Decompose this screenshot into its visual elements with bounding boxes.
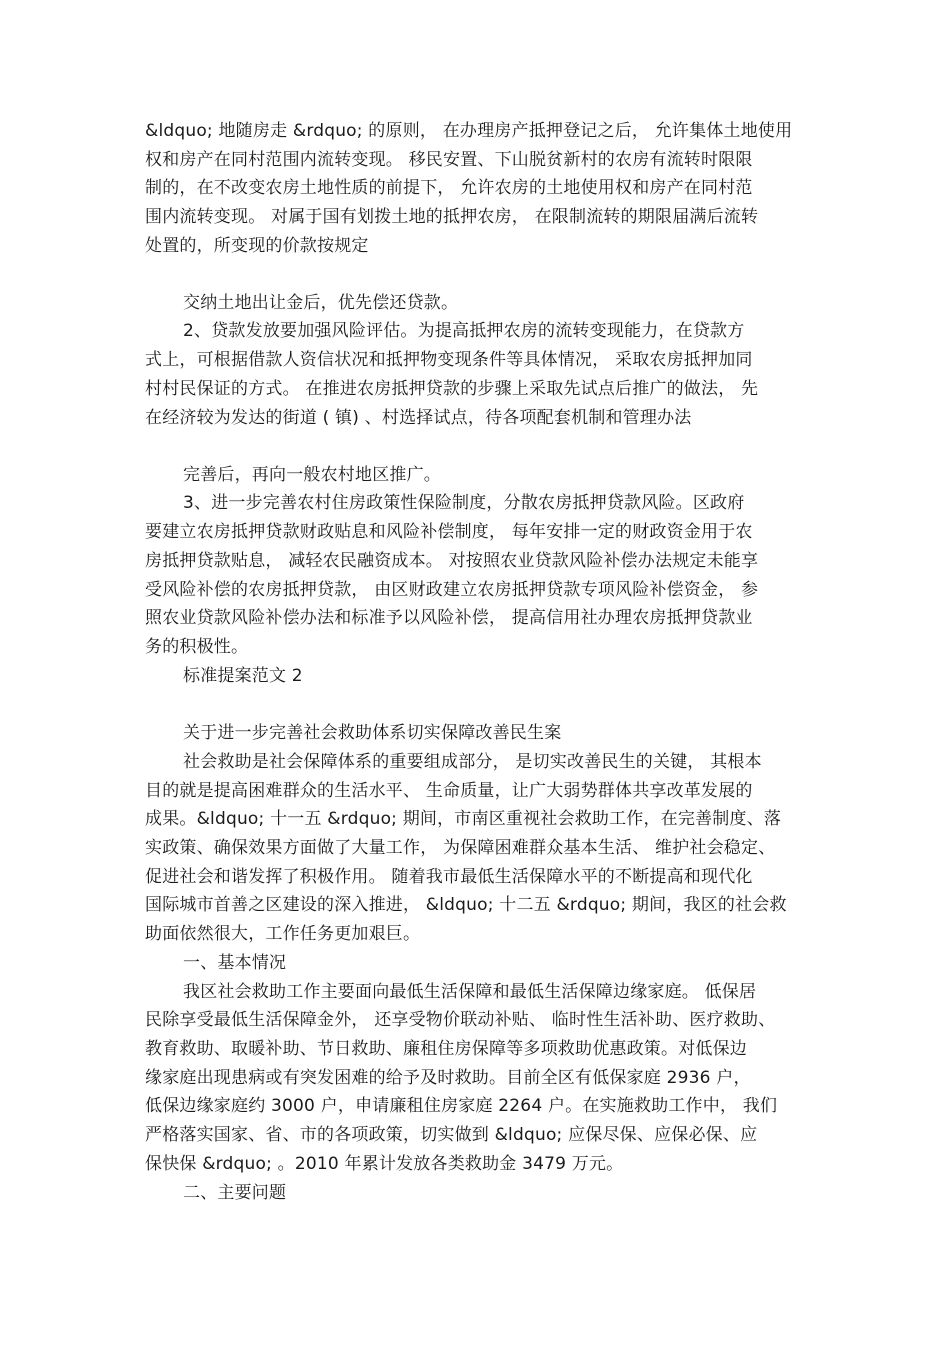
text-line: 教育救助、取暖补助、节日救助、廉租住房保障等多项救助优惠政策。对低保边 <box>145 1039 747 1059</box>
proposal-title: 关于进一步完善社会救助体系切实保障改善民生案 <box>183 723 562 743</box>
text-line: 务的积极性。 <box>145 637 249 657</box>
text-line: 式上，可根据借款人资信状况和抵押物变现条件等具体情况， 采取农房抵押加同 <box>145 350 753 370</box>
text-line: 交纳土地出让金后，优先偿还贷款。 <box>183 293 459 313</box>
text-line: 促进社会和谐发挥了积极作用。 随着我市最低生活保障水平的不断提高和现代化 <box>145 867 753 887</box>
text-line: 严格落实国家、省、市的各项政策，切实做到 &ldquo; 应保尽保、应保必保、应 <box>145 1125 758 1145</box>
text-line: 国际城市首善之区建设的深入推进， &ldquo; 十二五 &rdquo; 期间，我区的社会救 <box>145 895 787 915</box>
text-line: 权和房产在同村范围内流转变现。 移民安置、下山脱贫新村的农房有流转时限限 <box>145 150 753 170</box>
text-line: 缘家庭出现患病或有突发困难的给予及时救助。目前全区有低保家庭 2936 户， <box>145 1068 751 1088</box>
text-line: 受风险补偿的农房抵押贷款， 由区财政建立农房抵押贷款专项风险补偿资金， 参 <box>145 580 759 600</box>
text-line: 3、进一步完善农村住房政策性保险制度，分散农房抵押贷款风险。区政府 <box>183 493 745 513</box>
section-heading: 一、基本情况 <box>183 953 287 973</box>
text-line: 我区社会救助工作主要面向最低生活保障和最低生活保障边缘家庭。 低保居 <box>183 982 757 1002</box>
text-line: 照农业贷款风险补偿办法和标准予以风险补偿， 提高信用社办理农房抵押贷款业 <box>145 608 753 628</box>
text-line: 社会救助是社会保障体系的重要组成部分， 是切实改善民生的关键， 其根本 <box>183 752 762 772</box>
text-line: 助面依然很大，工作任务更加艰巨。 <box>145 924 421 944</box>
section-heading: 二、主要问题 <box>183 1183 287 1203</box>
text-line: 实政策、确保效果方面做了大量工作， 为保障困难群众基本生活、 维护社会稳定、 <box>145 838 776 858</box>
section-heading: 标准提案范文 2 <box>183 666 303 686</box>
text-line: 处置的，所变现的价款按规定 <box>145 236 369 256</box>
text-line: 保快保 &rdquo; 。2010 年累计发放各类救助金 3479 万元。 <box>145 1154 624 1174</box>
text-line: 要建立农房抵押贷款财政贴息和风险补偿制度， 每年安排一定的财政资金用于农 <box>145 522 753 542</box>
text-line: 目的就是提高困难群众的生活水平、 生命质量，让广大弱势群体共享改革发展的 <box>145 781 753 801</box>
text-line: 成果。&ldquo; 十一五 &rdquo; 期间，市南区重视社会救助工作，在完善制度、落 <box>145 809 782 829</box>
text-line: 低保边缘家庭约 3000 户，申请廉租住房家庭 2264 户。在实施救助工作中， 我们 <box>145 1096 778 1116</box>
text-line: 房抵押贷款贴息， 减轻农民融资成本。 对按照农业贷款风险补偿办法规定未能享 <box>145 551 759 571</box>
text-line: 村村民保证的方式。 在推进农房抵押贷款的步骤上采取先试点后推广的做法， 先 <box>145 379 759 399</box>
text-line: 民除享受最低生活保障金外， 还享受物价联动补贴、 临时性生活补助、医疗救助、 <box>145 1010 776 1030</box>
text-line: &ldquo; 地随房走 &rdquo; 的原则， 在办理房产抵押登记之后， 允许集体土地使用 <box>145 121 793 141</box>
text-line: 在经济较为发达的街道 ( 镇) 、村选择试点，待各项配套机制和管理办法 <box>145 408 692 428</box>
text-line: 制的，在不改变农房土地性质的前提下， 允许农房的土地使用权和房产在同村范 <box>145 178 753 198</box>
text-line: 2、贷款发放要加强风险评估。为提高抵押农房的流转变现能力，在贷款方 <box>183 321 745 341</box>
text-line: 完善后，再向一般农村地区推广。 <box>183 465 441 485</box>
text-line: 围内流转变现。 对属于国有划拨土地的抵押农房， 在限制流转的期限届满后流转 <box>145 207 759 227</box>
